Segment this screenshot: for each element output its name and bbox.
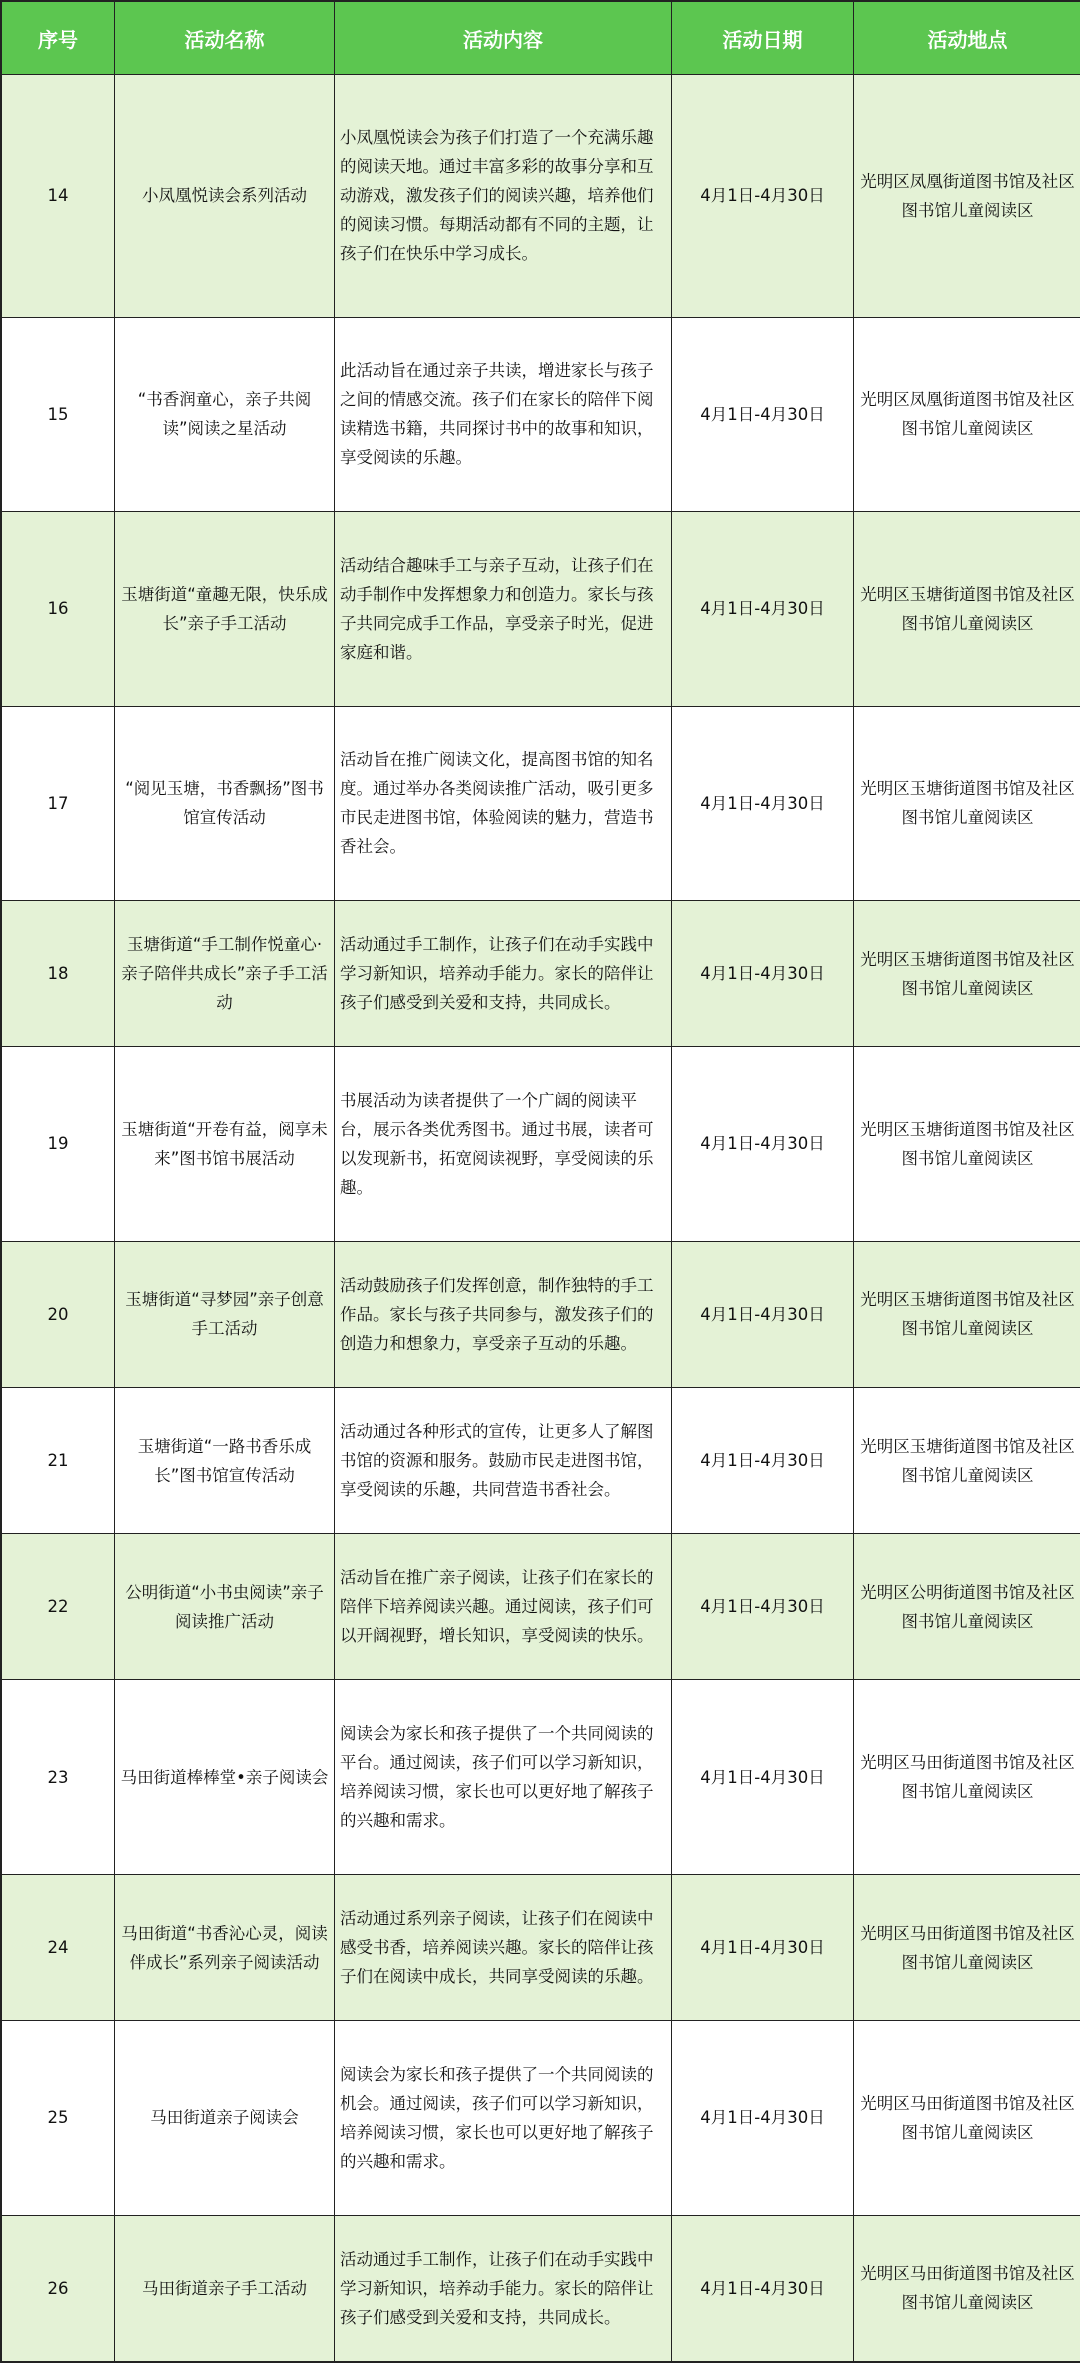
cell-no: 25 (2, 2021, 115, 2215)
cell-content: 活动结合趣味手工与亲子互动，让孩子们在动手制作中发挥想象力和创造力。家长与孩子共同完成手工作品，享受亲子时光，促进家庭和谐。 (335, 512, 672, 706)
cell-place: 光明区凤凰街道图书馆及社区图书馆儿童阅读区 (854, 317, 1080, 511)
cell-no: 22 (2, 1534, 115, 1680)
cell-date: 4月1日-4月30日 (672, 1534, 854, 1680)
cell-content: 活动通过手工制作，让孩子们在动手实践中学习新知识，培养动手能力。家长的陪伴让孩子们感受到关爱和支持，共同成长。 (335, 2215, 672, 2361)
table-row (2, 1534, 1080, 1680)
cell-no: 18 (2, 901, 115, 1047)
cell-place: 光明区玉塘街道图书馆及社区图书馆儿童阅读区 (854, 706, 1080, 900)
cell-name: 玉塘街道“寻梦园”亲子创意手工活动 (115, 1241, 335, 1387)
cell-date: 4月1日-4月30日 (672, 1047, 854, 1241)
cell-content: 阅读会为家长和孩子提供了一个共同阅读的平台。通过阅读，孩子们可以学习新知识，培养阅读习惯，家长也可以更好地了解孩子的兴趣和需求。 (335, 1680, 672, 1874)
cell-date: 4月1日-4月30日 (672, 2215, 854, 2361)
cell-date: 4月1日-4月30日 (672, 512, 854, 706)
cell-content: 小凤凰悦读会为孩子们打造了一个充满乐趣的阅读天地。通过丰富多彩的故事分享和互动游戏，激发孩子们的阅读兴趣，培养他们的阅读习惯。每期活动都有不同的主题，让孩子们在快乐中学习成长。 (335, 75, 672, 318)
header-no: 序号 (2, 2, 115, 75)
cell-name: 玉塘街道“童趣无限，快乐成长”亲子手工活动 (115, 512, 335, 706)
cell-place: 光明区公明街道图书馆及社区图书馆儿童阅读区 (854, 1534, 1080, 1680)
cell-no: 21 (2, 1387, 115, 1533)
cell-place: 光明区马田街道图书馆及社区图书馆儿童阅读区 (854, 1874, 1080, 2020)
cell-no: 16 (2, 512, 115, 706)
table-row (2, 512, 1080, 706)
cell-no: 17 (2, 706, 115, 900)
table-row (2, 1680, 1080, 1874)
cell-no: 19 (2, 1047, 115, 1241)
table-row (2, 1241, 1080, 1387)
cell-no: 23 (2, 1680, 115, 1874)
cell-name: 玉塘街道“开卷有益，阅享未来”图书馆书展活动 (115, 1047, 335, 1241)
cell-date: 4月1日-4月30日 (672, 901, 854, 1047)
cell-date: 4月1日-4月30日 (672, 2021, 854, 2215)
cell-date: 4月1日-4月30日 (672, 317, 854, 511)
cell-content: 活动旨在推广亲子阅读，让孩子们在家长的陪伴下培养阅读兴趣。通过阅读，孩子们可以开阔视野，增长知识，享受阅读的快乐。 (335, 1534, 672, 1680)
header-content: 活动内容 (335, 2, 672, 75)
cell-no: 24 (2, 1874, 115, 2020)
table-row (2, 75, 1080, 318)
table-row (2, 1387, 1080, 1533)
table-row (2, 901, 1080, 1047)
cell-no: 14 (2, 75, 115, 318)
cell-place: 光明区玉塘街道图书馆及社区图书馆儿童阅读区 (854, 901, 1080, 1047)
cell-name: 玉塘街道“一路书香乐成长”图书馆宣传活动 (115, 1387, 335, 1533)
cell-date: 4月1日-4月30日 (672, 75, 854, 318)
cell-no: 15 (2, 317, 115, 511)
cell-place: 光明区玉塘街道图书馆及社区图书馆儿童阅读区 (854, 1387, 1080, 1533)
cell-date: 4月1日-4月30日 (672, 1387, 854, 1533)
cell-date: 4月1日-4月30日 (672, 1680, 854, 1874)
cell-content: 活动通过手工制作，让孩子们在动手实践中学习新知识，培养动手能力。家长的陪伴让孩子们感受到关爱和支持，共同成长。 (335, 901, 672, 1047)
cell-date: 4月1日-4月30日 (672, 1874, 854, 2020)
header-name: 活动名称 (115, 2, 335, 75)
cell-name: 玉塘街道“手工制作悦童心·亲子陪伴共成长”亲子手工活动 (115, 901, 335, 1047)
cell-place: 光明区凤凰街道图书馆及社区图书馆儿童阅读区 (854, 75, 1080, 318)
cell-name: 马田街道“书香沁心灵，阅读伴成长”系列亲子阅读活动 (115, 1874, 335, 2020)
cell-content: 活动通过系列亲子阅读，让孩子们在阅读中感受书香，培养阅读兴趣。家长的陪伴让孩子们在阅读中成长，共同享受阅读的乐趣。 (335, 1874, 672, 2020)
table-row (2, 317, 1080, 511)
activity-table (1, 1, 1080, 2362)
table-header-row (2, 2, 1080, 75)
cell-place: 光明区马田街道图书馆及社区图书馆儿童阅读区 (854, 2021, 1080, 2215)
cell-content: 阅读会为家长和孩子提供了一个共同阅读的机会。通过阅读，孩子们可以学习新知识，培养阅读习惯，家长也可以更好地了解孩子的兴趣和需求。 (335, 2021, 672, 2215)
cell-place: 光明区玉塘街道图书馆及社区图书馆儿童阅读区 (854, 1047, 1080, 1241)
cell-place: 光明区玉塘街道图书馆及社区图书馆儿童阅读区 (854, 512, 1080, 706)
cell-name: 公明街道“小书虫阅读”亲子阅读推广活动 (115, 1534, 335, 1680)
table-row (2, 2021, 1080, 2215)
cell-name: “阅见玉塘，书香飘扬”图书馆宣传活动 (115, 706, 335, 900)
cell-content: 活动旨在推广阅读文化，提高图书馆的知名度。通过举办各类阅读推广活动，吸引更多市民走进图书馆，体验阅读的魅力，营造书香社会。 (335, 706, 672, 900)
table-row (2, 2215, 1080, 2361)
cell-content: 活动通过各种形式的宣传，让更多人了解图书馆的资源和服务。鼓励市民走进图书馆，享受阅读的乐趣，共同营造书香社会。 (335, 1387, 672, 1533)
cell-content: 活动鼓励孩子们发挥创意，制作独特的手工作品。家长与孩子共同参与，激发孩子们的创造力和想象力，享受亲子互动的乐趣。 (335, 1241, 672, 1387)
cell-content: 此活动旨在通过亲子共读，增进家长与孩子之间的情感交流。孩子们在家长的陪伴下阅读精选书籍，共同探讨书中的故事和知识，享受阅读的乐趣。 (335, 317, 672, 511)
cell-name: 马田街道亲子手工活动 (115, 2215, 335, 2361)
cell-place: 光明区马田街道图书馆及社区图书馆儿童阅读区 (854, 2215, 1080, 2361)
table-row (2, 1047, 1080, 1241)
cell-date: 4月1日-4月30日 (672, 1241, 854, 1387)
cell-place: 光明区玉塘街道图书馆及社区图书馆儿童阅读区 (854, 1241, 1080, 1387)
cell-name: 马田街道棒棒堂•亲子阅读会 (115, 1680, 335, 1874)
table-row (2, 1874, 1080, 2020)
table-row (2, 706, 1080, 900)
header-place: 活动地点 (854, 2, 1080, 75)
cell-name: “书香润童心，亲子共阅读”阅读之星活动 (115, 317, 335, 511)
cell-name: 马田街道亲子阅读会 (115, 2021, 335, 2215)
header-date: 活动日期 (672, 2, 854, 75)
cell-no: 20 (2, 1241, 115, 1387)
cell-name: 小凤凰悦读会系列活动 (115, 75, 335, 318)
cell-date: 4月1日-4月30日 (672, 706, 854, 900)
cell-content: 书展活动为读者提供了一个广阔的阅读平台，展示各类优秀图书。通过书展，读者可以发现新书，拓宽阅读视野，享受阅读的乐趣。 (335, 1047, 672, 1241)
cell-place: 光明区马田街道图书馆及社区图书馆儿童阅读区 (854, 1680, 1080, 1874)
cell-no: 26 (2, 2215, 115, 2361)
